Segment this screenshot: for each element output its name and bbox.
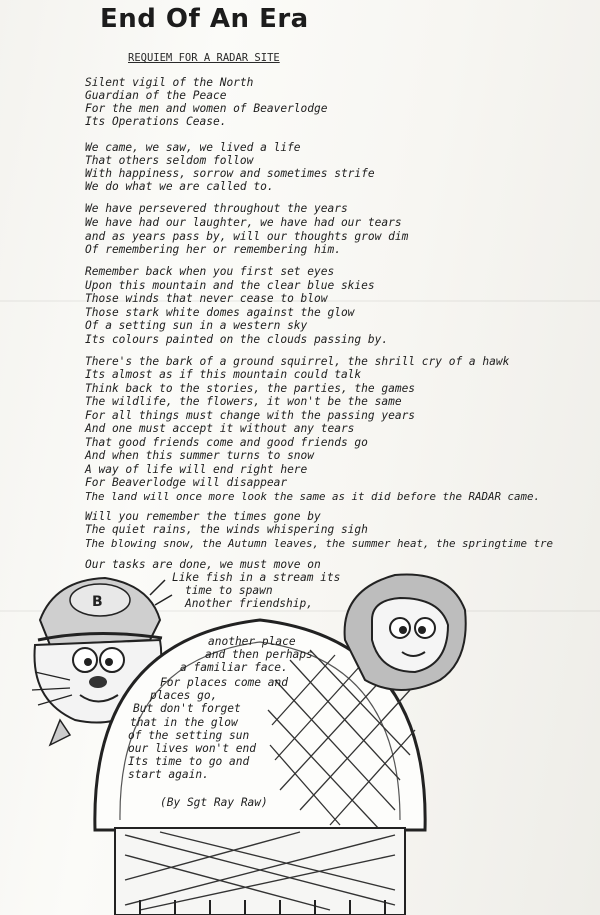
poem-line: We came, we saw, we lived a life <box>85 141 301 154</box>
cap-badge-letter: B <box>92 594 103 610</box>
poem-line: With happiness, sorrow and sometimes strife <box>85 167 375 180</box>
poem-line: Of remembering her or remembering him. <box>85 243 341 256</box>
poem-line: Remember back when you first set eyes <box>85 265 335 278</box>
closing-line: Like fish in a stream its <box>172 571 341 584</box>
poem-line: We do what we are called to. <box>85 180 274 193</box>
poem-line: Its colours painted on the clouds passing by. <box>85 333 389 346</box>
page-subtitle: REQUIEM FOR A RADAR SITE <box>128 52 280 64</box>
closing-line: time to spawn <box>185 584 273 597</box>
right-cartoon-character <box>345 574 466 690</box>
poem-line: A way of life will end right here <box>85 463 308 476</box>
closing-line: another place <box>208 635 296 648</box>
poem-line: The wildlife, the flowers, it won't be the same <box>85 395 402 408</box>
poem-line: Those winds that never cease to blow <box>85 292 328 305</box>
poem-line: Guardian of the Peace <box>85 89 227 102</box>
poem-line: The blowing snow, the Autumn leaves, the summer heat, the springtime tre <box>85 537 554 550</box>
poem-line: Will you remember the times gone by <box>85 510 321 523</box>
poem-line: The land will once more look the same as it did before the RADAR came. <box>85 490 541 503</box>
closing-line: that in the glow <box>130 716 238 729</box>
poem-line: Its almost as if this mountain could talk <box>85 368 362 381</box>
poem-line: For all things must change with the passing years <box>85 409 416 422</box>
poem-line: For the men and women of Beaverlodge <box>85 102 328 115</box>
closing-line: But don't forget <box>133 702 241 715</box>
closing-line: For places come and <box>160 676 288 689</box>
closing-line: our lives won't end <box>128 742 256 755</box>
poem-line: And one must accept it without any tears <box>85 422 355 435</box>
poem-line: The quiet rains, the winds whispering sigh <box>85 523 368 536</box>
closing-line: Its time to go and <box>128 755 250 768</box>
closing-line: places go, <box>150 689 218 702</box>
poem-line: Think back to the stories, the parties, the games <box>85 382 416 395</box>
poem-line: Silent vigil of the North <box>85 76 254 89</box>
closing-line: start again. <box>128 768 209 781</box>
poem-line: Of a setting sun in a western sky <box>85 319 308 332</box>
poem-line: We have persevered throughout the years <box>85 202 348 215</box>
poem-line: We have had our laughter, we have had our tears <box>85 216 402 229</box>
poem-line: There's the bark of a ground squirrel, the shrill cry of a hawk <box>85 355 510 368</box>
poem-line: And when this summer turns to snow <box>85 449 315 462</box>
poem-line: For Beaverlodge will disappear <box>85 476 288 489</box>
poem-line: and as years pass by, will our thoughts grow dim <box>85 230 409 243</box>
byline: (By Sgt Ray Raw) <box>160 796 268 809</box>
poem-line: Its Operations Cease. <box>85 115 227 128</box>
poem-line: That good friends come and good friends go <box>85 436 368 449</box>
closing-line: Another friendship, <box>185 597 313 610</box>
closing-line: a familiar face. <box>180 661 288 674</box>
poem-line: Upon this mountain and the clear blue skies <box>85 279 375 292</box>
closing-line: Our tasks are done, we must move on <box>85 558 321 571</box>
closing-line: of the setting sun <box>128 729 250 742</box>
poem-line: That others seldom follow <box>85 154 254 167</box>
poem-line: Those stark white domes against the glow <box>85 306 355 319</box>
dome-base <box>115 828 405 915</box>
closing-line: and then perhaps <box>205 648 313 661</box>
page-title: End Of An Era <box>100 4 309 34</box>
